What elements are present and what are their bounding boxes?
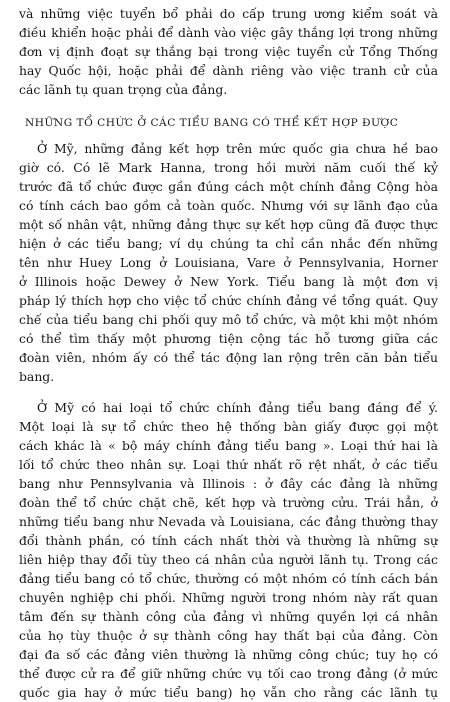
text-line: đảng tiểu bang có tổ chức, thường có một nhóm có tính cách bán bbox=[19, 571, 438, 586]
text-line: có thể tìm thấy một phương tiện cộng tác hỗ tương giữa các bbox=[19, 331, 438, 346]
text-line: giờ có. Có lẽ Mark Hanna, trong hồi mười năm cuối thế kỷ bbox=[19, 160, 438, 175]
text-line: điều khiển hoặc phải để dành vào việc gây thắng lợi trong những bbox=[19, 25, 438, 40]
text-line: đoàn thể tổ chức chặt chẽ, kết hợp và trường cửu. Trái hẳn, ở bbox=[19, 495, 438, 510]
text-line: đơn vị định đoạt sự thắng bại trong việc tuyển cử Tổng Thống bbox=[19, 44, 438, 59]
text-line: ở Illinois hoặc Dewey ở New York. Tiểu bang là một đơn vị bbox=[19, 274, 438, 289]
paragraph-gap bbox=[19, 386, 438, 398]
paragraph-1 bbox=[19, 139, 438, 386]
text-line: tên như Huey Long ở Louisiana, Vare ở Pennsylvania, Horner bbox=[19, 255, 438, 270]
text-line: trước đã tổ chức được gần đúng cách một chính đảng Cộng hòa bbox=[19, 179, 438, 194]
text-line: có tính cách bao gồm cả toàn quốc. Nhưng với sự lãnh đạo của bbox=[19, 198, 438, 213]
text-line: hiện ở các tiểu bang; ví dụ chúng ta chỉ cần nhắc đến những bbox=[19, 236, 438, 251]
text-line: cách khác là « bộ máy chính đảng tiểu bang ». Loại thứ hai là bbox=[19, 438, 438, 453]
text-line: pháp lý thích hợp cho việc tổ chức chính đảng về tổng quát. Quy bbox=[19, 293, 438, 308]
text-line: những tiểu bang như Nevada và Louisiana, các đảng thường thay bbox=[19, 514, 438, 529]
text-line: đổi thành phần, có tính cách nhất thời và thường là những sự bbox=[19, 533, 438, 548]
intro-paragraph bbox=[19, 4, 438, 99]
text-line: đại đa số các đảng viên thường là những công chúc; tuy họ có bbox=[19, 647, 438, 662]
text-line: liên hiệp thay đổi tùy theo cá nhân của người lãnh tụ. Trong các bbox=[19, 552, 438, 567]
section-heading: NHỮNG TỔ CHỨC Ở CÁC TIỂU BANG CÓ THỂ KẾT HỢP ĐƯỢC bbox=[25, 117, 399, 129]
text-line: của họ tùy thuộc ở sự thành công hay thất bại của đảng. Còn bbox=[19, 628, 438, 643]
text-line: lối tổ chức theo nhân sự. Loại thứ nhất rõ rệt nhất, ở các tiểu bbox=[19, 457, 438, 472]
text-line: thể được cử ra để giữ những chức vụ tối cao trong đảng (ở mức bbox=[19, 666, 438, 681]
text-line: chuyên nghiệp chi phối. Những người trong nhóm này rất quan bbox=[19, 590, 438, 605]
text-line: Ở Mỹ có hai loại tổ chức chính đảng tiểu bang đáng để ý. bbox=[37, 400, 438, 415]
text-line: bang. bbox=[19, 369, 55, 384]
text-line: và những việc tuyển bổ phải do cấp trung ương kiểm soát và bbox=[19, 6, 438, 21]
text-line: đoàn viên, nhóm ấy có thể tác động lan rộng trên căn bản tiểu bbox=[19, 350, 438, 365]
text-line: một số nhân vật, những đảng thực sự kết hợp cũng đã được thực bbox=[19, 217, 438, 232]
text-line: Một loại là sự tổ chức theo hệ thống bàn giấy được gọi một bbox=[19, 419, 438, 434]
text-line: chế của tiểu bang chi phối quy mô tổ chức, và một khi một nhóm bbox=[19, 312, 438, 327]
text-line: các lãnh tụ quan trọng của đảng. bbox=[19, 82, 228, 97]
paragraph-2 bbox=[19, 398, 438, 702]
text-line: hay Quốc hội, hoặc phải để dành riêng vào việc tranh cử của bbox=[19, 63, 438, 78]
text-line: Ở Mỹ, những đảng kết hợp trên mức quốc gia chưa hề bao bbox=[37, 141, 438, 156]
text-line: quốc gia hay ở mức tiểu bang) họ vẫn cho rằng các lãnh tụ bbox=[19, 685, 438, 700]
text-line: tâm đến sự thành công của đảng vì những quyền lợi cá nhân bbox=[19, 609, 438, 624]
text-line: bang như Pennsylvania và Illinois : ở đây các đảng là những bbox=[19, 476, 438, 491]
